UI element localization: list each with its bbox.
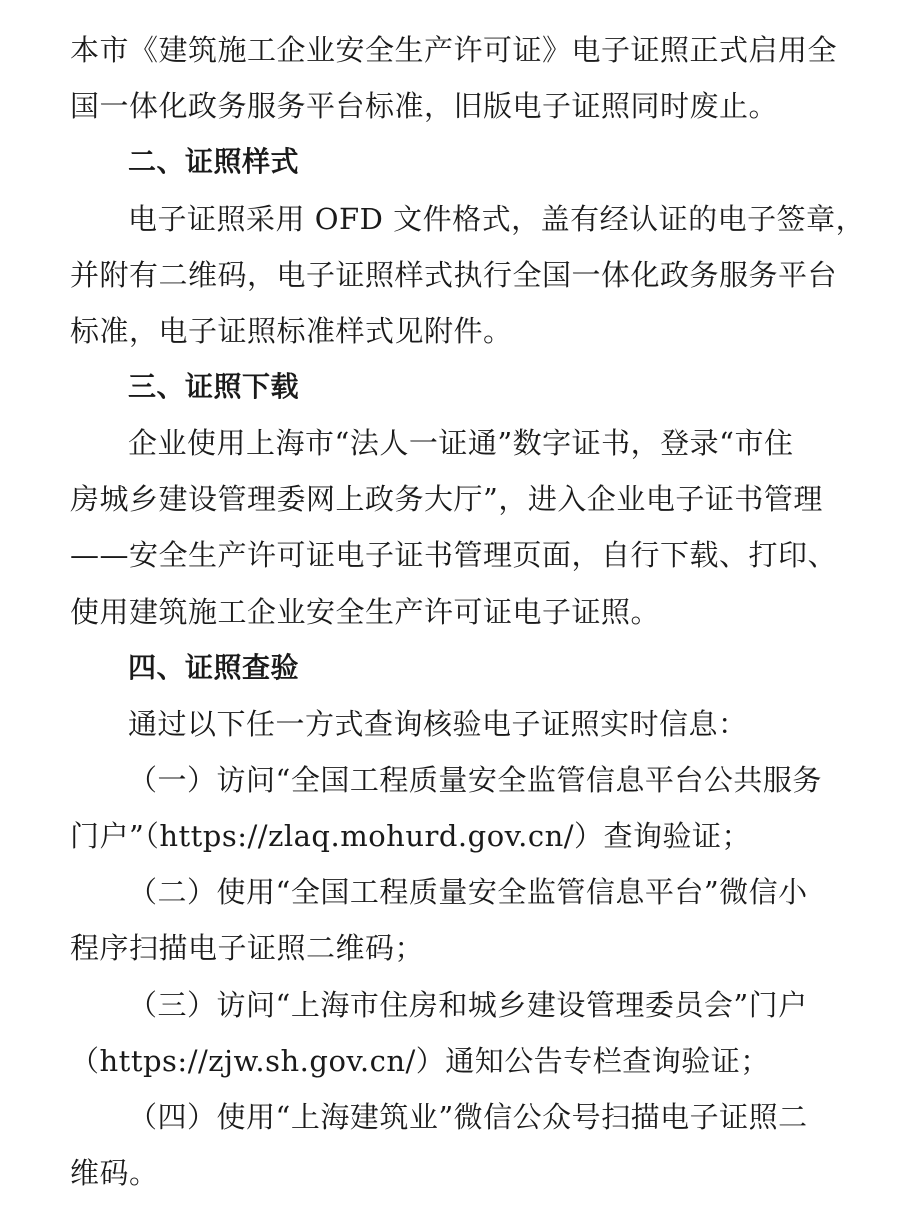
paragraph-line: 企业使用上海市“法人一证通”数字证书，登录“市住 <box>128 426 794 460</box>
list-item-line: 门户”（https://zlaq.mohurd.gov.cn/）查询验证； <box>70 819 752 853</box>
paragraph-line: 并附有二维码，电子证照样式执行全国一体化政务服务平台 <box>70 258 838 292</box>
list-item-line: （四）使用“上海建筑业”微信公众号扫描电子证照二 <box>128 1100 808 1134</box>
list-item-line: 程序扫描电子证照二维码； <box>70 931 425 965</box>
list-item-line: （https://zjw.sh.gov.cn/）通知公告专栏查询验证； <box>70 1044 770 1078</box>
paragraph-line: 标准，电子证照标准样式见附件。 <box>70 314 513 348</box>
list-item-line: （一）访问“全国工程质量安全监管信息平台公共服务 <box>128 763 822 797</box>
list-item-line: 维码。 <box>70 1156 159 1190</box>
paragraph-line: 国一体化政务服务平台标准，旧版电子证照同时废止。 <box>70 89 779 123</box>
paragraph-line: 本市《建筑施工企业安全生产许可证》电子证照正式启用全 <box>70 33 838 67</box>
paragraph-line: 电子证照采用 OFD 文件格式，盖有经认证的电子签章， <box>128 202 866 236</box>
list-item-line: （三）访问“上海市住房和城乡建设管理委员会”门户 <box>128 988 808 1022</box>
list-item-line: （二）使用“全国工程质量安全监管信息平台”微信小 <box>128 875 808 909</box>
paragraph-line: 使用建筑施工企业安全生产许可证电子证照。 <box>70 595 661 629</box>
section-heading: 三、证照下载 <box>128 370 300 403</box>
section-heading: 四、证照查验 <box>128 651 300 684</box>
paragraph-line: ——安全生产许可证电子证书管理页面，自行下载、打印、 <box>70 538 838 572</box>
paragraph-line: 房城乡建设管理委网上政务大厅”，进入企业电子证书管理 <box>70 482 823 516</box>
section-heading: 二、证照样式 <box>128 145 300 178</box>
paragraph-line: 通过以下任一方式查询核验电子证照实时信息： <box>128 707 748 741</box>
